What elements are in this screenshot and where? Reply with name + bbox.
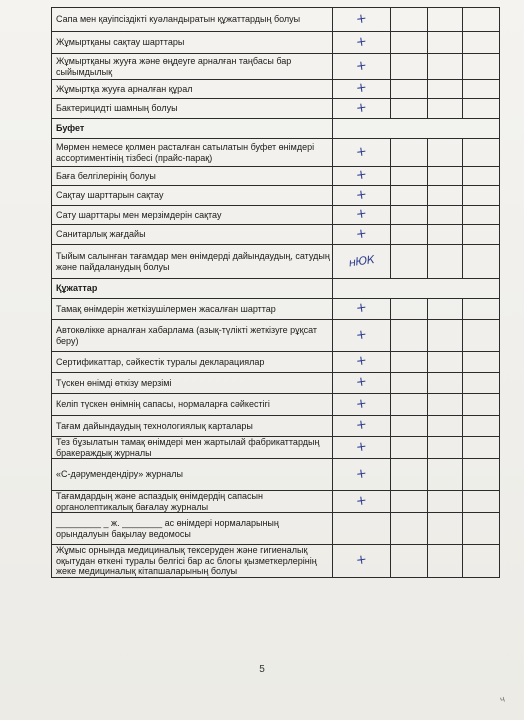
corner-handwritten-mark: ч xyxy=(498,693,506,705)
checklist-row xyxy=(52,8,500,32)
empty-cell xyxy=(428,373,463,394)
checklist-row xyxy=(52,299,500,320)
empty-cell xyxy=(391,459,428,491)
section-row xyxy=(52,279,500,299)
checklist-row xyxy=(52,139,500,167)
requirement-text: Санитарлық жағдайы xyxy=(52,225,333,245)
empty-cell xyxy=(463,513,500,545)
handwritten-mark: + xyxy=(354,417,368,434)
checklist-row xyxy=(52,491,500,513)
checklist-row xyxy=(52,437,500,459)
compliance-cell xyxy=(333,352,391,373)
handwritten-mark: + xyxy=(354,326,368,343)
empty-cell xyxy=(391,416,428,437)
handwritten-mark: + xyxy=(354,551,368,569)
empty-cell xyxy=(463,459,500,491)
requirement-text: Тамақ өнімдерін жеткізушілермен жасалған шарттар xyxy=(52,299,333,320)
empty-cell xyxy=(463,491,500,513)
handwritten-mark: + xyxy=(354,438,368,455)
compliance-cell xyxy=(333,545,391,578)
requirement-text: Автокөлікке арналған хабарлама (азық-түлікті жеткізуге рұқсат беру) xyxy=(52,320,333,352)
handwritten-mark: + xyxy=(354,300,368,317)
empty-cell xyxy=(391,394,428,416)
requirement-text: Баға белгілерінің болуы xyxy=(52,167,333,186)
empty-cell xyxy=(428,8,463,32)
empty-cell xyxy=(463,320,500,352)
compliance-cell xyxy=(333,139,391,167)
empty-cell xyxy=(428,299,463,320)
section-empty-cells xyxy=(333,279,500,299)
requirement-text: Тез бұзылатын тамақ өнімдері мен жартылай фабрикаттардың бракераждық журналы xyxy=(52,437,333,459)
compliance-cell xyxy=(333,54,391,80)
empty-cell xyxy=(391,99,428,119)
checklist-table xyxy=(51,7,500,578)
empty-cell xyxy=(428,416,463,437)
compliance-cell xyxy=(333,299,391,320)
empty-cell xyxy=(428,459,463,491)
requirement-text: Жұмыртқа жууға арналған құрал xyxy=(52,80,333,99)
empty-cell xyxy=(428,320,463,352)
compliance-cell xyxy=(333,32,391,54)
empty-cell xyxy=(428,394,463,416)
checklist-row xyxy=(52,32,500,54)
checklist-row xyxy=(52,320,500,352)
empty-cell xyxy=(428,167,463,186)
compliance-cell xyxy=(333,459,391,491)
compliance-cell xyxy=(333,186,391,206)
empty-cell xyxy=(463,299,500,320)
empty-cell xyxy=(463,352,500,373)
empty-cell xyxy=(463,225,500,245)
handwritten-mark: + xyxy=(354,167,368,184)
handwritten-mark xyxy=(333,525,389,533)
compliance-cell xyxy=(333,373,391,394)
empty-cell xyxy=(428,80,463,99)
requirement-text: Тағам дайындаудың технологиялық карталары xyxy=(52,416,333,437)
empty-cell xyxy=(463,245,500,279)
section-empty-cells xyxy=(333,119,500,139)
empty-cell xyxy=(391,491,428,513)
requirement-text: «С-дәрумендендіру» журналы xyxy=(52,459,333,491)
checklist-row xyxy=(52,167,500,186)
empty-cell xyxy=(463,206,500,225)
empty-cell xyxy=(428,54,463,80)
handwritten-mark: + xyxy=(354,57,368,74)
checklist-row xyxy=(52,54,500,80)
empty-cell xyxy=(391,513,428,545)
compliance-cell xyxy=(333,245,391,279)
empty-cell xyxy=(463,54,500,80)
requirement-text: Жұмыртқаны сақтау шарттары xyxy=(52,32,333,54)
empty-cell xyxy=(463,32,500,54)
empty-cell xyxy=(428,225,463,245)
compliance-cell xyxy=(333,80,391,99)
empty-cell xyxy=(391,54,428,80)
compliance-cell xyxy=(333,437,391,459)
checklist-row xyxy=(52,352,500,373)
handwritten-mark: + xyxy=(354,395,368,412)
empty-cell xyxy=(463,416,500,437)
handwritten-mark: + xyxy=(354,10,368,27)
empty-cell xyxy=(391,186,428,206)
empty-cell xyxy=(463,186,500,206)
checklist-row xyxy=(52,373,500,394)
empty-cell xyxy=(391,245,428,279)
handwritten-mark: + xyxy=(354,99,368,116)
empty-cell xyxy=(463,99,500,119)
empty-cell xyxy=(463,373,500,394)
checklist-row xyxy=(52,459,500,491)
requirement-text: Жұмыртқаны жууға және өңдеуге арналған таңбасы бар сыйымдылық xyxy=(52,54,333,80)
handwritten-mark: + xyxy=(354,374,368,391)
handwritten-mark: + xyxy=(354,143,368,160)
requirement-text: Келіп түскен өнімнің сапасы, нормаларға сәйкестігі xyxy=(52,394,333,416)
checklist-row xyxy=(52,80,500,99)
requirement-text: Түскен өнімді өткізу мерзімі xyxy=(52,373,333,394)
checklist-row xyxy=(52,513,500,545)
empty-cell xyxy=(463,545,500,578)
section-title: Құжаттар xyxy=(52,279,333,299)
section-title: Буфет xyxy=(52,119,333,139)
handwritten-mark: нЮК xyxy=(347,252,375,269)
checklist-row xyxy=(52,225,500,245)
compliance-cell xyxy=(333,167,391,186)
empty-cell xyxy=(428,437,463,459)
empty-cell xyxy=(391,437,428,459)
checklist-row xyxy=(52,245,500,279)
empty-cell xyxy=(391,352,428,373)
empty-cell xyxy=(428,139,463,167)
empty-cell xyxy=(463,139,500,167)
handwritten-mark: + xyxy=(354,33,368,50)
empty-cell xyxy=(391,167,428,186)
checklist-row xyxy=(52,394,500,416)
handwritten-mark: + xyxy=(354,225,368,242)
requirement-text: Жұмыс орнында медициналық тексеруден және гигиеналық оқытудан өткені туралы белгісі бар ас блогы қызметкерлерінің жеке медициналық кітапшаларының болуы xyxy=(52,545,333,578)
requirement-text: _________ _ ж. ________ ас өнімдері нормаларының орындалуын бақылау ведомосы xyxy=(52,513,333,545)
requirement-text: Сапа мен қауіпсіздікті куәландыратын құжаттардың болуы xyxy=(52,8,333,32)
requirement-text: Сақтау шарттарын сақтау xyxy=(52,186,333,206)
empty-cell xyxy=(391,80,428,99)
requirement-text: Бактерицидті шамның болуы xyxy=(52,99,333,119)
handwritten-mark: + xyxy=(354,186,368,203)
compliance-cell xyxy=(333,99,391,119)
requirement-text: Сату шарттары мен мерзімдерін сақтау xyxy=(52,206,333,225)
empty-cell xyxy=(428,352,463,373)
empty-cell xyxy=(428,245,463,279)
compliance-cell xyxy=(333,394,391,416)
checklist-row xyxy=(52,545,500,578)
compliance-cell xyxy=(333,225,391,245)
requirement-text: Тағамдардың және аспаздық өнімдердің сапасын органолептикалық бағалау журналы xyxy=(52,491,333,513)
empty-cell xyxy=(391,225,428,245)
empty-cell xyxy=(463,394,500,416)
empty-cell xyxy=(391,299,428,320)
empty-cell xyxy=(428,32,463,54)
empty-cell xyxy=(391,139,428,167)
compliance-cell xyxy=(333,320,391,352)
requirement-text: Тыйым салынған тағамдар мен өнімдерді дайындаудың, сатудың және пайдаланудың болуы xyxy=(52,245,333,279)
empty-cell xyxy=(463,8,500,32)
empty-cell xyxy=(391,320,428,352)
empty-cell xyxy=(463,80,500,99)
handwritten-mark: + xyxy=(354,465,368,482)
empty-cell xyxy=(428,491,463,513)
empty-cell xyxy=(391,545,428,578)
handwritten-mark: + xyxy=(354,353,368,370)
handwritten-mark: + xyxy=(354,206,368,223)
empty-cell xyxy=(391,206,428,225)
empty-cell xyxy=(428,513,463,545)
empty-cell xyxy=(463,167,500,186)
empty-cell xyxy=(428,186,463,206)
empty-cell xyxy=(428,206,463,225)
empty-cell xyxy=(391,32,428,54)
handwritten-mark: + xyxy=(354,80,368,97)
section-row xyxy=(52,119,500,139)
compliance-cell xyxy=(333,513,391,545)
checklist-row xyxy=(52,186,500,206)
handwritten-mark: + xyxy=(354,492,368,509)
compliance-cell xyxy=(333,416,391,437)
empty-cell xyxy=(463,437,500,459)
checklist-row xyxy=(52,416,500,437)
empty-cell xyxy=(428,545,463,578)
empty-cell xyxy=(391,373,428,394)
empty-cell xyxy=(391,8,428,32)
empty-cell xyxy=(428,99,463,119)
checklist-row xyxy=(52,206,500,225)
checklist-row xyxy=(52,99,500,119)
compliance-cell xyxy=(333,206,391,225)
page-number: 5 xyxy=(259,664,265,675)
requirement-text: Мөрмен немесе қолмен расталған сатылатын буфет өнімдері ассортиментінің тізбесі (прайс-парақ) xyxy=(52,139,333,167)
requirement-text: Сертификаттар, сәйкестік туралы декларациялар xyxy=(52,352,333,373)
compliance-cell xyxy=(333,8,391,32)
compliance-cell xyxy=(333,491,391,513)
